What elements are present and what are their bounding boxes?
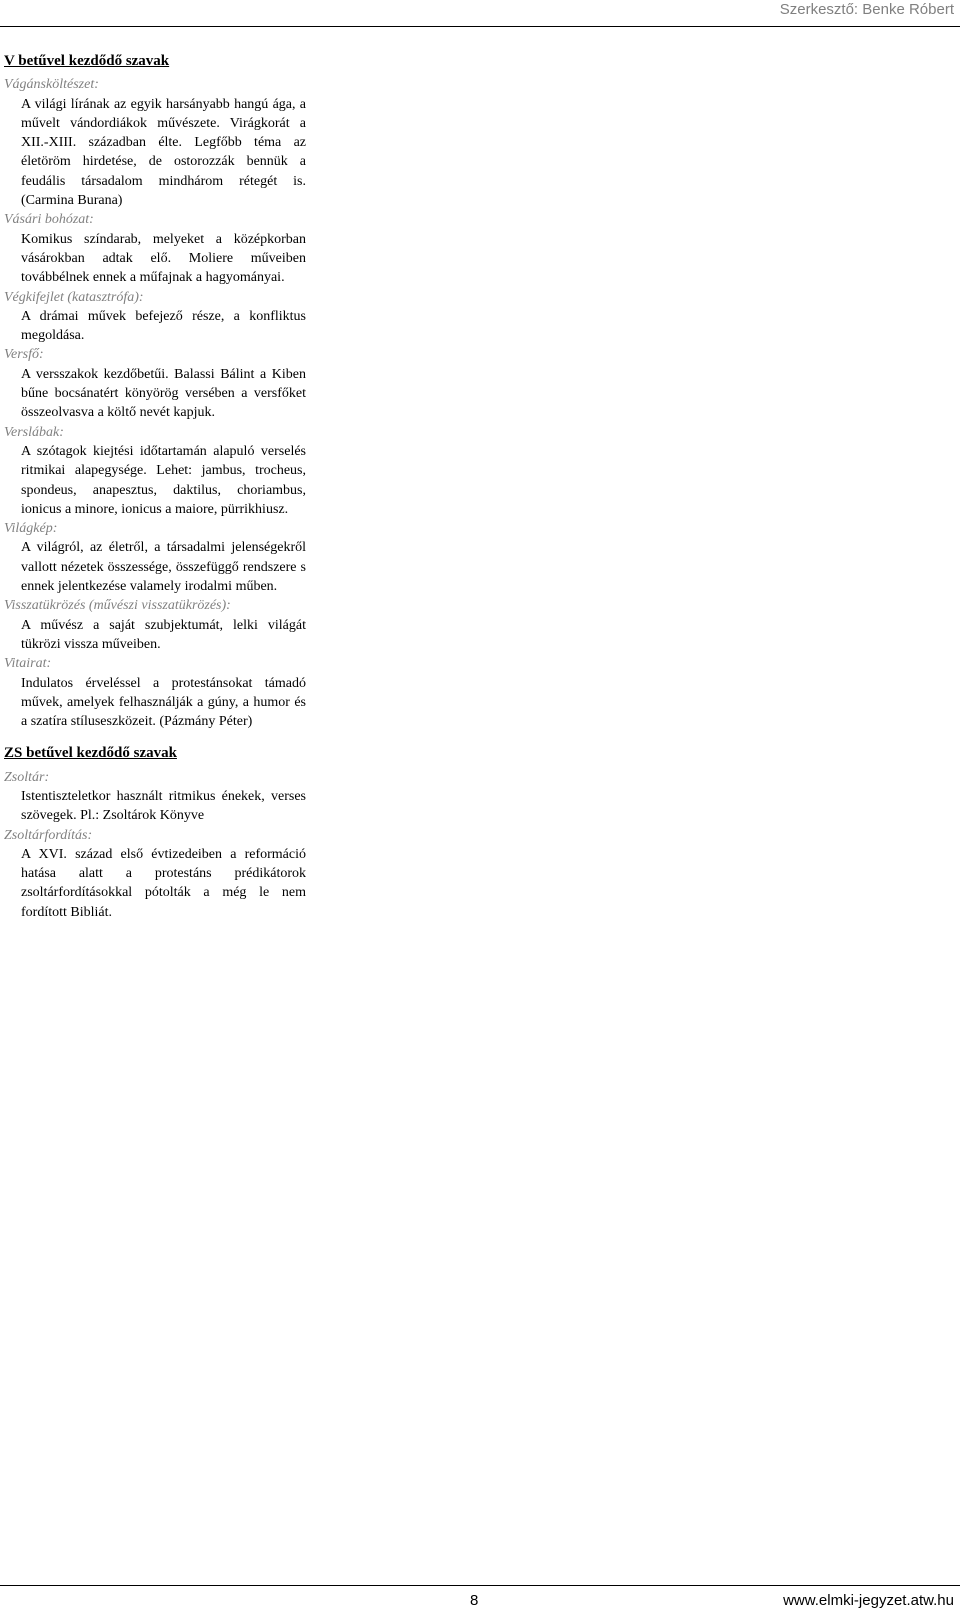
entry-definition: A XVI. század első évtizedeiben a reformáció hatása alatt a protestáns prédikátorok zsoltárfordításokkal pótolták a még le nem fordított Bibliát. <box>21 846 306 920</box>
site-url: www.elmki-jegyzet.atw.hu <box>783 1592 954 1609</box>
entry-definition: Istentiszteletkor használt ritmikus énekek, verses szövegek. Pl.: Zsoltárok Könyve <box>21 788 306 824</box>
entry-term: Világkép: <box>4 521 58 537</box>
entry-definition: A világról, az életről, a társadalmi jelenségekről vallott nézetek összessége, összefüggő rendszere s ennek jelentkezése valamely irodalmi műben. <box>21 540 306 595</box>
section-zs <box>4 744 306 922</box>
entry-term: Vágánsköltészet: <box>4 77 99 93</box>
page-header <box>0 0 960 27</box>
glossary-entry <box>4 596 306 654</box>
entry-definition: Indulatos érveléssel a protestánsokat támadó művek, amelyek felhasználják a gúny, a humor és a szatíra stíluseszközeit. (Pázmány Péter) <box>21 675 306 730</box>
glossary-content <box>4 52 306 922</box>
entry-term: Visszatükrözés (művészi visszatükrözés): <box>4 598 231 614</box>
entry-definition: A versszakok kezdőbetűi. Balassi Bálint a Kiben bűne bocsánatért könyörög versében a versfőket összeolvasva a költő nevét kapjuk. <box>21 366 306 421</box>
editor-credit: Szerkesztő: Benke Róbert <box>779 1 954 18</box>
entry-term: Vitairat: <box>4 656 52 672</box>
glossary-entry <box>4 654 306 731</box>
glossary-entry <box>4 345 306 422</box>
glossary-entry <box>4 75 306 210</box>
entry-definition: A világi lírának az egyik harsányabb hangú ága, a művelt vándordiákok művészete. Virágkorát a XII.-XIII. században élte. Legfőbb téma az életöröm hirdetése, de ostorozzák bennük a feudális társadalom mindhárom rétegét is. (Carmina Burana) <box>21 96 306 209</box>
glossary-entry <box>4 519 306 596</box>
glossary-entry <box>4 768 306 826</box>
glossary-entry <box>4 288 306 346</box>
entry-term: Zsoltár: <box>4 769 50 785</box>
entry-definition: A szótagok kiejtési időtartamán alapuló verselés ritmikai alapegysége. Lehet: jambus, trocheus, spondeus, anapesztus, daktilus, choriambus, ionicus a minore, ionicus a maiore, pürrikhiusz. <box>21 443 306 517</box>
entry-term: Vásári bohózat: <box>4 212 94 228</box>
glossary-entry <box>4 423 306 519</box>
entry-term: Versfő: <box>4 347 44 363</box>
section-title: V betűvel kezdődő szavak <box>4 53 170 69</box>
section-title: ZS betűvel kezdődő szavak <box>4 745 177 762</box>
section-v <box>4 52 306 731</box>
page-number: 8 <box>470 1592 479 1609</box>
entry-term: Végkifejlet (katasztrófa): <box>4 289 144 305</box>
entry-definition: Komikus színdarab, melyeket a középkorban vásárokban adtak elő. Moliere műveiben továbbélnek ennek a műfajnak a hagyományai. <box>21 231 306 286</box>
entry-definition: A művész a saját szubjektumát, lelki világát tükrözi vissza műveiben. <box>21 617 306 652</box>
entry-term: Verslábak: <box>4 424 64 440</box>
entry-term: Zsoltárfordítás: <box>4 827 93 843</box>
page-footer <box>0 1585 960 1618</box>
glossary-entry <box>4 210 306 287</box>
entry-definition: A drámai művek befejező része, a konfliktus megoldása. <box>21 308 306 344</box>
glossary-entry <box>4 826 306 922</box>
